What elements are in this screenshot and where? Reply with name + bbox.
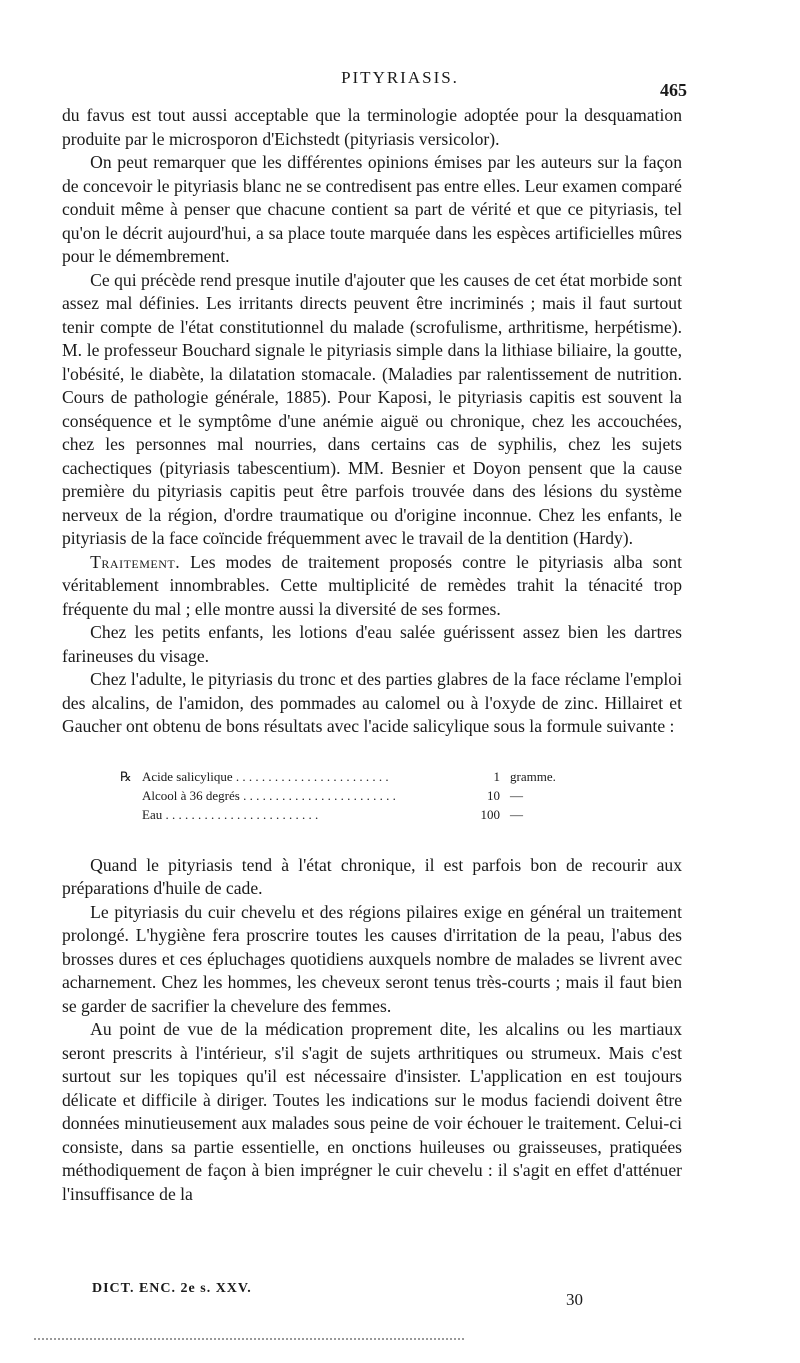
formula-unit: — [510, 787, 523, 803]
formula-unit: gramme. [510, 768, 556, 784]
paragraph: Au point de vue de la médication proprement dite, les alcalins ou les martiaux seront prescrits à l'intérieur, s'il s'agit de sujets arthritiques ou strumeux. Mais c'est surtout sur les topiques qu'il est nécessaire d'insister. L'application en est toujours délicate et difficile à diriger. Toutes les indications sur le modus faciendi doivent être données minutieusement aux malades sous peine de voir échouer le traitement. Celui-ci consiste, dans sa partie essentielle, en onctions huileuses ou graisseuses, pratiquées méthodiquement de façon à bien imprégner le cuir chevelu : il s'agit en effet d'atténuer l'insuffisance de la [62, 1019, 682, 1204]
formula-ingredient: Acide salicylique . . . [142, 767, 446, 786]
paragraph-text: Les modes de traitement proposés contre le pityriasis alba sont véritablement innombrables. Cette multiplicité de remèdes trahit la ténacité trop fréquente du mal ; elle montre aussi la diversité de ses formes. [62, 551, 682, 619]
paragraph: Ce qui précède rend presque inutile d'ajouter que les causes de cet état morbide sont assez mal définies. Les irritants directs peuvent être incriminés ; mais il faut surtout tenir compte de l'état constitutionnel du malade (scrofulisme, arthritisme, herpétisme). M. le professeur Bouchard signale le pityriasis simple dans la lithiase biliaire, la goutte, l'obésité, le diabète, la dilatation stomacale. (Maladies par ralentissement de nutrition. Cours de pathologie générale, 1885). Pour Kaposi, le pityriasis capitis est souvent la conséquence et le symptôme d'une anémie aiguë ou chronique, chez les accouchées, chez les personnes mal nourries, dans certains cas de syphilis, chez les sujets cachectiques (pityriasis tabescentium). MM. Besnier et Doyon pensent que la cause première du pityriasis capitis peut être parfois trouvée dans des lésions du système nerveux de la région, d'ordre traumatique ou d'origine inconnue. Chez les enfants, le pityriasis de la face coïncide fréquemment avec le travail de la dentition (Hardy). [62, 269, 682, 548]
paragraph: Chez l'adulte, le pityriasis du tronc et des parties glabres de la face réclame l'emploi des alcalins, de l'amidon, des pommades au calomel ou à l'oxyde de zinc. Hillairet et Gaucher ont obtenu de bons résultats avec l'acide salicylique sous la formule suivante : [62, 669, 682, 736]
sheet-number: 30 [566, 1290, 583, 1309]
paragraph: Quand le pityriasis tend à l'état chronique, il est parfois bon de recourir aux préparations d'huile de cade. [62, 854, 682, 898]
paragraph: Chez les petits enfants, les lotions d'eau salée guérissent assez bien les dartres farineuses du visage. [62, 622, 682, 666]
prescription-formula [120, 767, 580, 824]
paragraph: On peut remarquer que les différentes opinions émises par les auteurs sur la façon de concevoir le pityriasis blanc ne se contredisent pas entre elles. Leur examen comparé conduit même à penser que chacune contient sa part de vérité et que ce pityriasis, tel qu'on le décrit aujourd'hui, a sa place toute marquée dans les espèces artificielles mûres pour le démembrement. [62, 152, 682, 266]
formula-quantity: 100 [446, 805, 500, 824]
formula-quantity: 10 [446, 786, 500, 805]
body-text [62, 104, 682, 1206]
page-number: 465 [660, 80, 687, 100]
paragraph: Le pityriasis du cuir chevelu et des régions pilaires exige en général un traitement prolongé. L'hygiène fera proscrire toutes les causes d'irritation de la peau, l'abus des brosses dures et ces épluchages quotidiens auxquels nombre de malades se livrent avec acharnement. Chez les hommes, les cheveux seront tenus très-courts ; mais il faut bien se garder de sacrifier la chevelure des femmes. [62, 901, 682, 1016]
formula-ingredient: Eau . . . [142, 805, 446, 824]
paragraph: du favus est tout aussi acceptable que la terminologie adoptée pour la desquamation produite par le microsporon d'Eichstedt (pityriasis versicolor). [62, 105, 682, 149]
section-heading: Traitement. [90, 551, 181, 572]
formula-ingredient: Alcool à 36 degrés . . . [142, 786, 446, 805]
formula-quantity: 1 [446, 767, 500, 786]
signature-mark: DICT. ENC. 2e s. XXV. [92, 1281, 252, 1296]
running-title: PITYRIASIS. [341, 68, 459, 87]
recipe-symbol: ℞ [120, 768, 132, 784]
formula-row [120, 805, 580, 824]
formula-row [120, 767, 580, 786]
formula-row [120, 786, 580, 805]
bottom-dotted-rule [34, 1338, 464, 1340]
paragraph [62, 551, 682, 622]
formula-unit: — [510, 806, 523, 822]
